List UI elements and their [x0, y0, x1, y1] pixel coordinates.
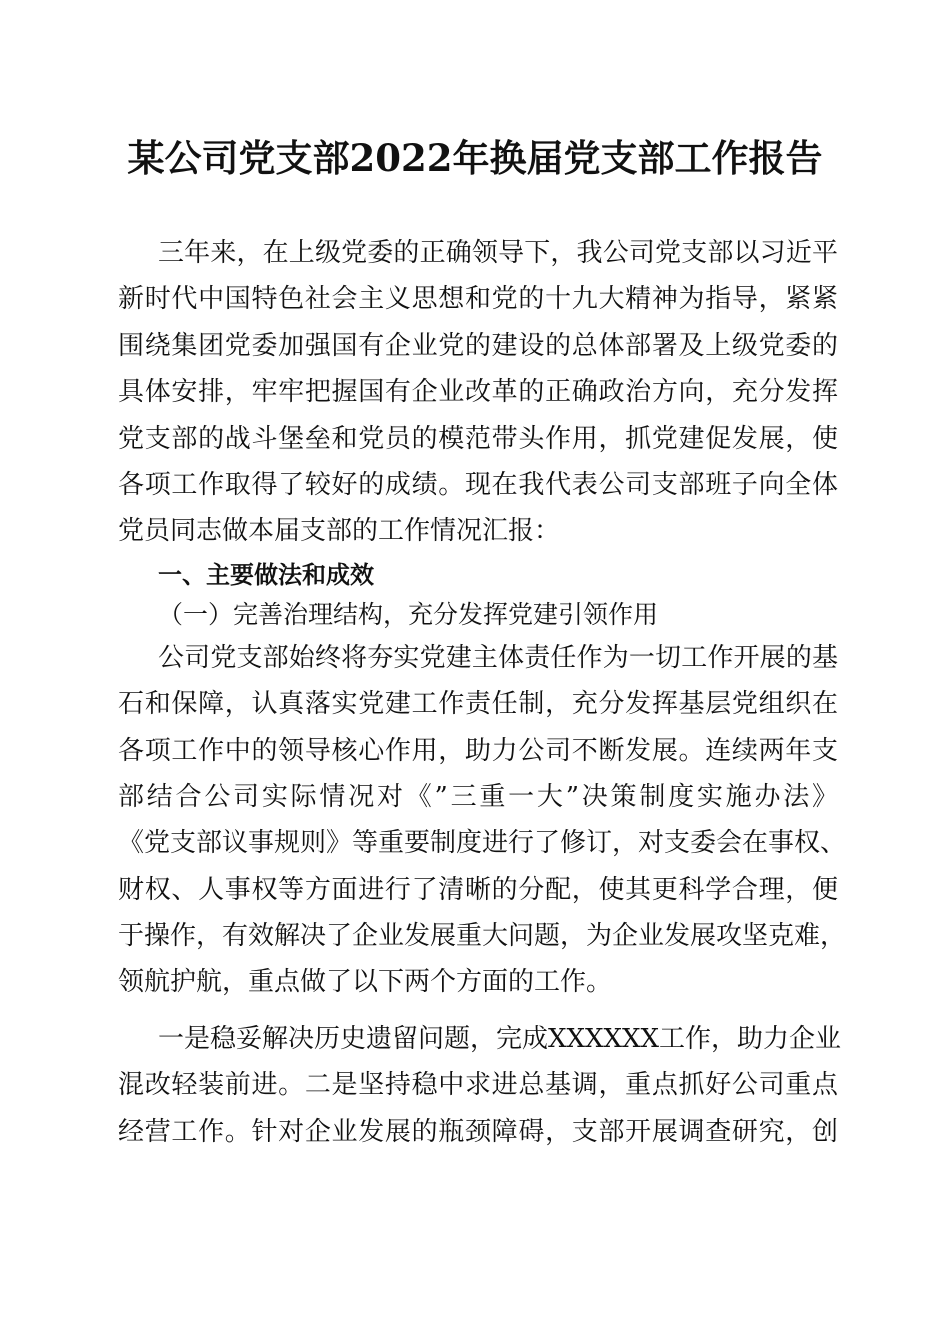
paragraph-line: 财权、人事权等方面进行了清晰的分配，使其更科学合理，便	[118, 874, 838, 905]
paragraph-line: 石和保障，认真落实党建工作责任制，充分发挥基层党组织在	[118, 689, 838, 720]
paragraph-line: 混改轻装前进。二是坚持稳中求进总基调，重点抓好公司重点	[118, 1070, 838, 1101]
paragraph-line: 各项工作取得了较好的成绩。现在我代表公司支部班子向全体	[118, 469, 838, 500]
paragraph-line: 《党支部议事规则》等重要制度进行了修订，对支委会在事权、	[118, 828, 847, 859]
paragraph-line: 于操作，有效解决了企业发展重大问题，为企业发展攻坚克难，	[118, 921, 847, 952]
paragraph-line: 一是稳妥解决历史遗留问题，完成XXXXXX工作，助力企业	[158, 1023, 842, 1054]
paragraph-line: 党支部的战斗堡垒和党员的模范带头作用，抓党建促发展，使	[118, 423, 838, 454]
paragraph-line: 各项工作中的领导核心作用，助力公司不断发展。连续两年支	[118, 735, 838, 766]
subsection-heading: （一）完善治理结构，充分发挥党建引领作用	[158, 599, 659, 629]
paragraph-line: 具体安排，牢牢把握国有企业改革的正确政治方向，充分发挥	[118, 377, 838, 408]
paragraph-line: 三年来，在上级党委的正确领导下，我公司党支部以习近平	[158, 238, 838, 268]
paragraph-intro	[118, 230, 838, 555]
paragraph-line: 新时代中国特色社会主义思想和党的十九大精神为指导，紧紧	[118, 284, 838, 315]
paragraph-line: 领航护航，重点做了以下两个方面的工作。	[118, 967, 613, 998]
document-title: 某公司党支部2022年换届党支部工作报告	[127, 136, 823, 180]
paragraph-line: 部结合公司实际情况对《”三重一大”决策制度实施办法》	[118, 781, 838, 812]
paragraph-line: 围绕集团党委加强国有企业党的建设的总体部署及上级党委的	[118, 330, 838, 361]
paragraph-line: 党员同志做本届支部的工作情况汇报：	[118, 516, 561, 547]
paragraph-measures	[118, 1016, 842, 1155]
paragraph-line: 公司党支部始终将夯实党建主体责任作为一切工作开展的基	[158, 642, 838, 673]
paragraph-line: 经营工作。针对企业发展的瓶颈障碍，支部开展调查研究，创	[118, 1116, 838, 1147]
document-body	[118, 230, 847, 1155]
section-heading: 一、主要做法和成效	[158, 560, 374, 589]
paragraph-governance	[118, 635, 847, 1006]
paragraph-gap	[118, 1006, 838, 1016]
